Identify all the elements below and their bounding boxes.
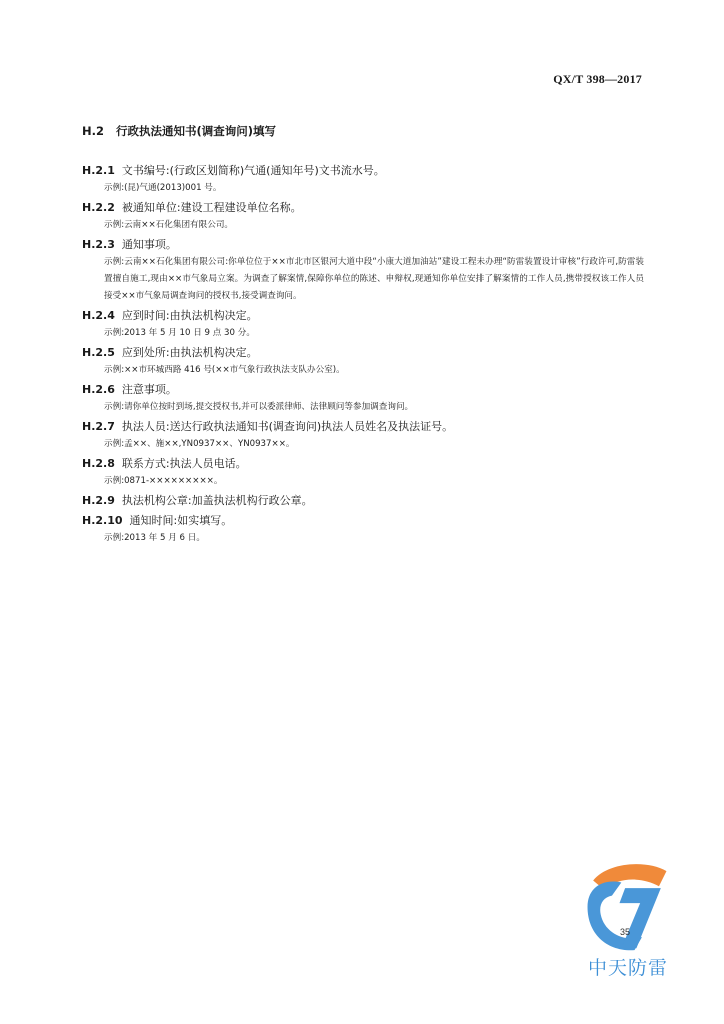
entry-h28 <box>82 455 644 490</box>
standard-code: QX/T 398—2017 <box>553 72 642 86</box>
entry-number: H.2.9 <box>82 494 115 507</box>
entry-number: H.2.8 <box>82 457 115 470</box>
entry-h23 <box>82 236 644 305</box>
entry-h22 <box>82 199 644 234</box>
entry-text: 被通知单位:建设工程建设单位名称。 <box>121 201 302 214</box>
brand-name: 中天防雷 <box>587 957 668 979</box>
entry-text: 应到处所:由执法机构决定。 <box>121 346 258 359</box>
section-number: H.2 <box>82 124 104 138</box>
entry-text: 通知时间:如实填写。 <box>129 514 233 527</box>
section-title-text: 行政执法通知书(调查询问)填写 <box>116 124 277 138</box>
entry-h21 <box>82 162 644 197</box>
entry-number: H.2.3 <box>82 238 115 251</box>
entry-number: H.2.7 <box>82 420 115 433</box>
entry-number: H.2.5 <box>82 346 115 359</box>
entry-number: H.2.10 <box>82 514 123 527</box>
entry-example: 示例:孟××、施××,YN0937××、YN0937××。 <box>104 439 295 449</box>
entry-h29 <box>82 492 644 510</box>
entry-example: 示例:××市环城西路 416 号(××市气象行政执法支队办公室)。 <box>104 365 345 375</box>
entry-number: H.2.1 <box>82 164 115 177</box>
entries-list <box>82 160 644 547</box>
entry-h25 <box>82 344 644 379</box>
entry-h24 <box>82 307 644 342</box>
entry-h26 <box>82 381 644 416</box>
entry-example: 示例:请你单位按时到场,提交授权书,并可以委派律师、法律顾问等参加调查询问。 <box>104 402 414 412</box>
entry-number: H.2.6 <box>82 383 115 396</box>
entry-text: 执法机构公章:加盖执法机构行政公章。 <box>121 494 313 507</box>
entry-number: H.2.4 <box>82 309 115 322</box>
entry-example: 示例:云南××石化集团有限公司:你单位位于××市北市区银河大道中段“小康大道加油站”建设工程未办理“防雷装置设计审核”行政许可,防雷装置擅自施工,现由××市气象局立案。为调查了解案情,保障你单位的陈述、申辩权,现通知你单位安排了解案情的工作人员,携带授权该工作人员接受××市气象局调查询问的授权书,接受调查询问。 <box>104 257 644 301</box>
entry-example: 示例:(昆)气通(2013)001 号。 <box>104 183 222 193</box>
brand-logo-icon <box>580 858 674 952</box>
entry-text: 通知事项。 <box>121 238 177 251</box>
entry-example: 示例:2013 年 5 月 10 日 9 点 30 分。 <box>104 328 255 338</box>
page-number: 35 <box>620 927 631 937</box>
entry-example: 示例:2013 年 5 月 6 日。 <box>104 533 205 543</box>
entry-text: 文书编号:(行政区划简称)气通(通知年号)文书流水号。 <box>121 164 385 177</box>
entry-example: 示例:云南××石化集团有限公司。 <box>104 220 234 230</box>
entry-number: H.2.2 <box>82 201 115 214</box>
entry-text: 注意事项。 <box>121 383 177 396</box>
entry-text: 应到时间:由执法机构决定。 <box>121 309 258 322</box>
entry-h27 <box>82 418 644 453</box>
entry-text: 联系方式:执法人员电话。 <box>121 457 247 470</box>
section-title <box>82 123 276 139</box>
entry-h210 <box>82 512 644 547</box>
entry-text: 执法人员:送达行政执法通知书(调查询问)执法人员姓名及执法证号。 <box>121 420 454 433</box>
entry-example: 示例:0871-×××××××××。 <box>104 476 223 486</box>
